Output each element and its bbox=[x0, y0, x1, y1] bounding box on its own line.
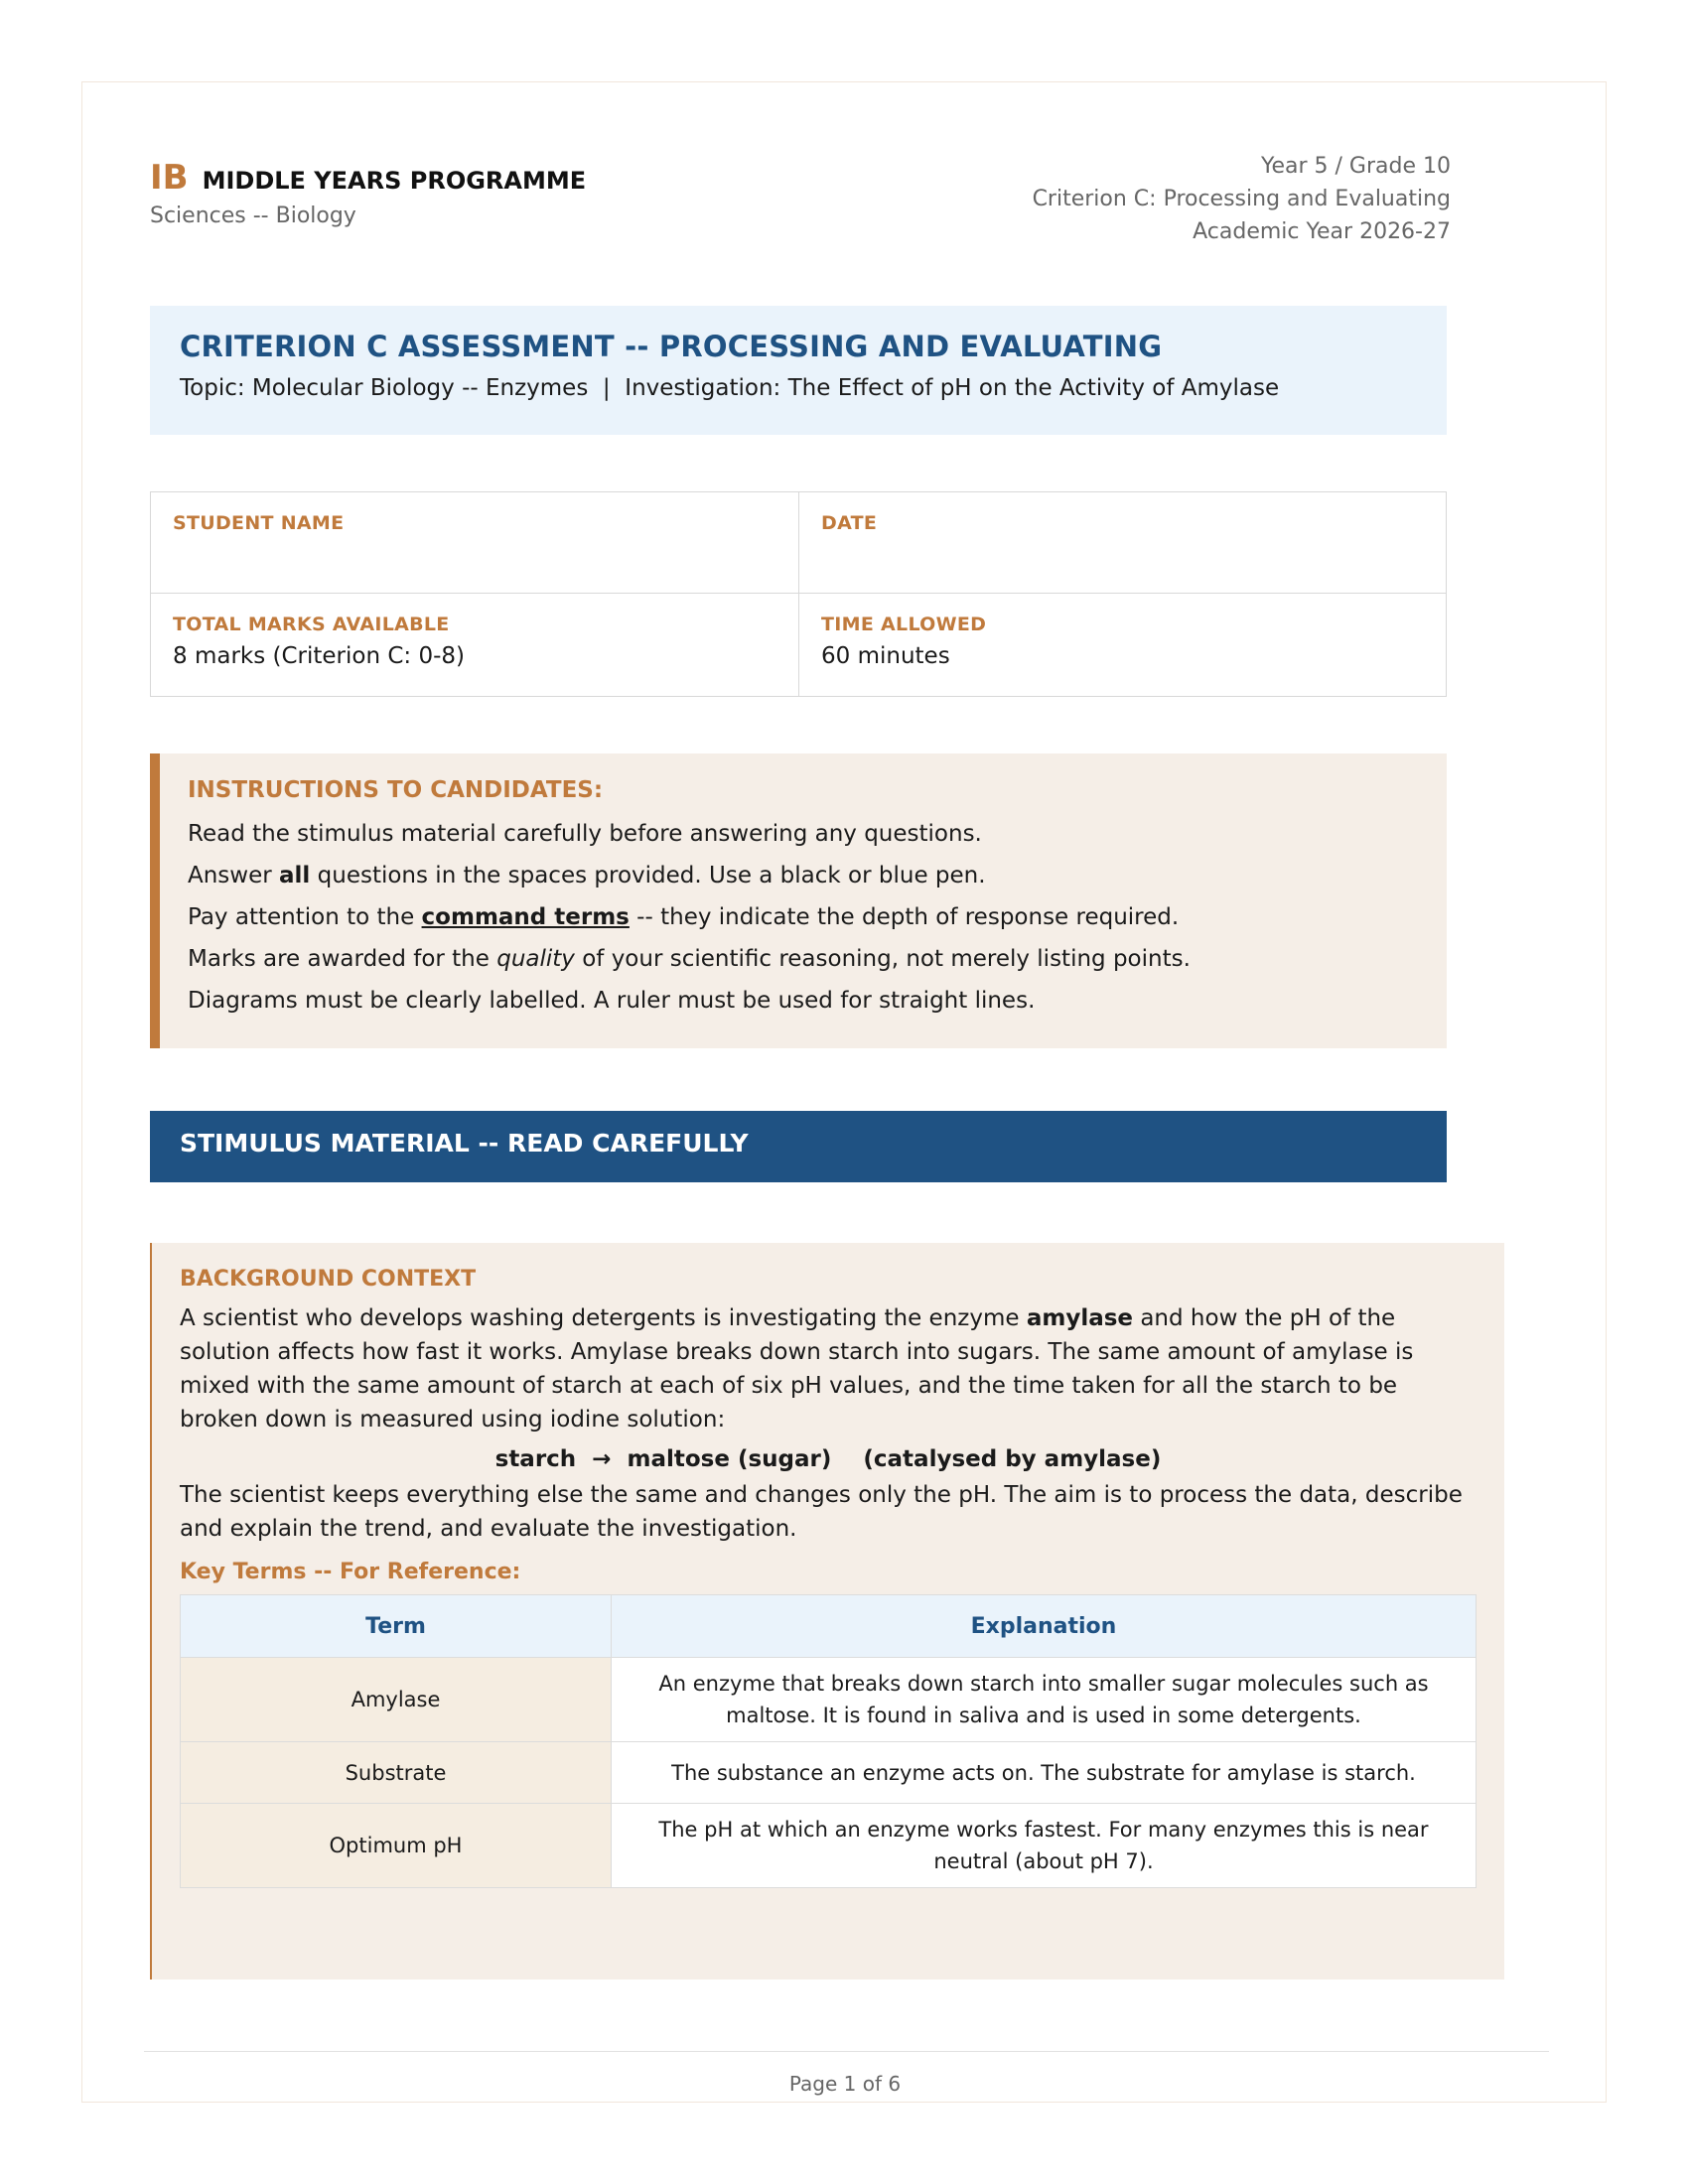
date-label: DATE bbox=[821, 512, 878, 534]
instruction-2 bbox=[188, 855, 1419, 896]
student-name-field[interactable] bbox=[151, 492, 799, 594]
stimulus-header-bar: STIMULUS MATERIAL -- READ CAREFULLY bbox=[150, 1111, 1447, 1182]
instruction-5: Diagrams must be clearly labelled. A ruler must be used for straight lines. bbox=[188, 988, 1036, 1014]
page-title: CRITERION C ASSESSMENT -- PROCESSING AND EVALUATING bbox=[180, 330, 1163, 363]
key-terms-heading: Key Terms -- For Reference: bbox=[180, 1560, 521, 1584]
instruction-4 bbox=[188, 938, 1419, 980]
term-cell: Substrate bbox=[181, 1742, 612, 1804]
academic-year: Academic Year 2026-27 bbox=[1193, 219, 1451, 244]
time-allowed-label: TIME ALLOWED bbox=[821, 614, 987, 635]
instructions-box bbox=[150, 753, 1447, 1048]
subject: Sciences -- Biology bbox=[150, 204, 356, 228]
term-cell: Optimum pH bbox=[181, 1804, 612, 1888]
quality-emphasis: quality bbox=[496, 946, 575, 972]
student-name-label: STUDENT NAME bbox=[173, 512, 345, 534]
command-terms-emphasis: command terms bbox=[421, 904, 630, 930]
instruction-4-text-end: of your scientific reasoning, not merely listing points. bbox=[574, 946, 1191, 972]
year-grade: Year 5 / Grade 10 bbox=[1260, 154, 1451, 179]
page-number: Page 1 of 6 bbox=[788, 2072, 902, 2096]
explanation-cell: The pH at which an enzyme works fastest. For many enzymes this is near neutral (about pH 7). bbox=[612, 1804, 1477, 1888]
explanation-cell: An enzyme that breaks down starch into smaller sugar molecules such as maltose. It is found in saliva and is used in some detergents. bbox=[612, 1658, 1477, 1742]
instruction-3-text: Pay attention to the bbox=[188, 904, 422, 930]
criterion-line: Criterion C: Processing and Evaluating bbox=[1032, 187, 1451, 211]
header-right bbox=[924, 150, 1451, 248]
time-allowed-cell bbox=[799, 594, 1446, 696]
bg-p1-text-end: and how the pH of the solution affects how fast it works. Amylase breaks down starch into sugars. The same amount of amylase is mixed with the same amount of starch at each of six pH values, and the time taken for all the starch to be broken down is measured using iodine solution: bbox=[180, 1305, 1414, 1433]
programme-name: MIDDLE YEARS PROGRAMME bbox=[202, 167, 587, 195]
instruction-3 bbox=[188, 896, 1419, 938]
instructions-heading: INSTRUCTIONS TO CANDIDATES: bbox=[188, 777, 604, 803]
footer-divider bbox=[144, 2051, 1549, 2052]
header-left bbox=[150, 158, 586, 228]
instruction-2-text-end: questions in the spaces provided. Use a black or blue pen. bbox=[310, 863, 986, 888]
instruction-3-text-end: -- they indicate the depth of response required. bbox=[629, 904, 1180, 930]
key-terms-header-row bbox=[181, 1595, 1477, 1658]
instruction-4-text: Marks are awarded for the bbox=[188, 946, 497, 972]
instruction-2-text: Answer bbox=[188, 863, 280, 888]
table-row bbox=[181, 1742, 1477, 1804]
col-header-explanation: Explanation bbox=[612, 1595, 1477, 1658]
total-marks-cell bbox=[151, 594, 799, 696]
topic-line: Topic: Molecular Biology -- Enzymes | Investigation: The Effect of pH on the Activity of Amylase bbox=[180, 375, 1280, 401]
time-allowed-value: 60 minutes bbox=[821, 643, 950, 669]
background-context-box bbox=[150, 1243, 1504, 1979]
date-field[interactable] bbox=[799, 492, 1446, 594]
bg-p1-text: A scientist who develops washing detergents is investigating the enzyme bbox=[180, 1305, 1027, 1331]
title-box bbox=[150, 306, 1447, 435]
student-info-table bbox=[150, 491, 1447, 697]
instruction-2-bold: all bbox=[279, 863, 311, 888]
key-terms-table bbox=[180, 1594, 1477, 1888]
term-cell: Amylase bbox=[181, 1658, 612, 1742]
reaction-equation: starch → maltose (sugar) (catalysed by amylase) bbox=[494, 1446, 1162, 1472]
table-row bbox=[181, 1804, 1477, 1888]
background-heading: BACKGROUND CONTEXT bbox=[180, 1267, 477, 1292]
table-row bbox=[181, 1658, 1477, 1742]
explanation-cell: The substance an enzyme acts on. The substrate for amylase is starch. bbox=[612, 1742, 1477, 1804]
amylase-emphasis: amylase bbox=[1026, 1305, 1134, 1331]
background-paragraph-1 bbox=[180, 1301, 1477, 1436]
ib-logo: IB bbox=[150, 158, 189, 198]
page-sheet bbox=[81, 81, 1607, 2103]
total-marks-label: TOTAL MARKS AVAILABLE bbox=[173, 614, 450, 635]
col-header-term: Term bbox=[181, 1595, 612, 1658]
background-paragraph-2: The scientist keeps everything else the same and changes only the pH. The aim is to process the data, describe and explain the trend, and evaluate the investigation. bbox=[180, 1482, 1463, 1542]
total-marks-value: 8 marks (Criterion C: 0-8) bbox=[173, 643, 466, 669]
instruction-1: Read the stimulus material carefully before answering any questions. bbox=[188, 821, 982, 847]
